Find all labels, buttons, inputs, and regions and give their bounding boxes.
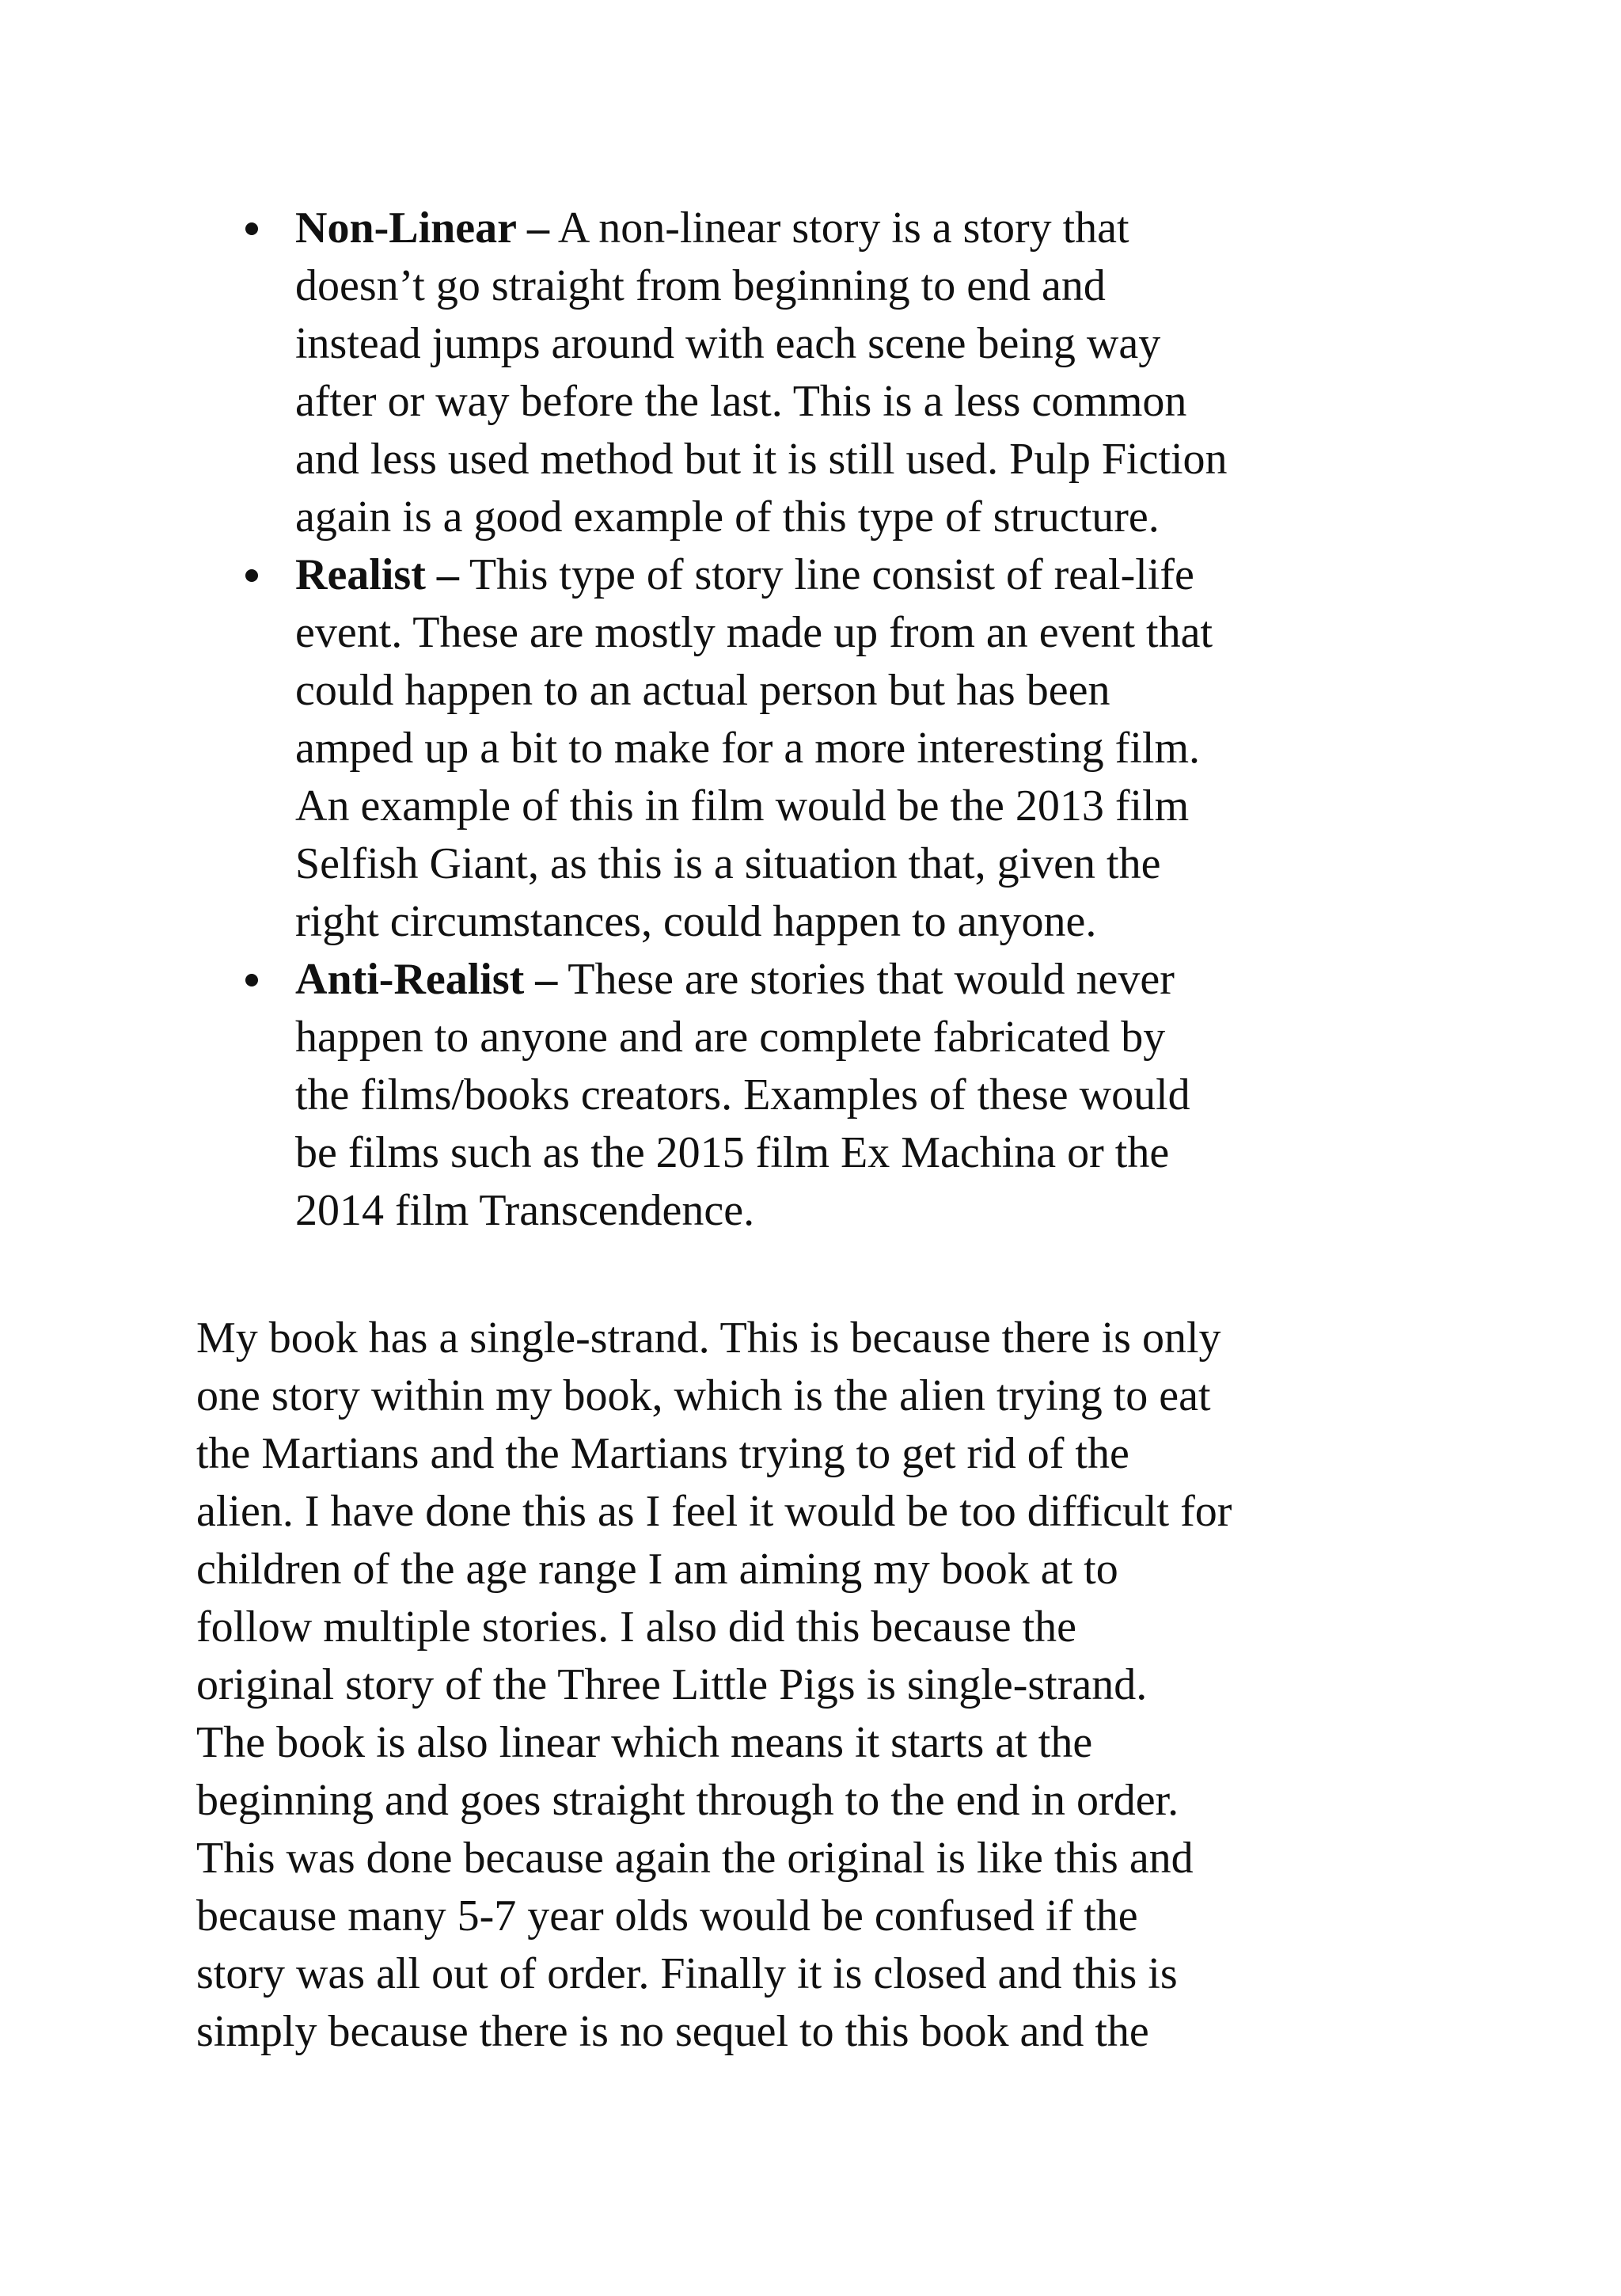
definition-text: These are stories that would never [557, 955, 1175, 1004]
list-item-line: again is a good example of this type of structure. [295, 492, 1160, 542]
list-item-line [295, 951, 1409, 1009]
list-item-realist [237, 546, 1409, 951]
paragraph-line: because many 5-7 year olds would be confused if the [196, 1891, 1138, 1941]
paragraph-line: alien. I have done this as I feel it would be too difficult for [196, 1487, 1232, 1536]
paragraph-line: children of the age range I am aiming my book at to [196, 1545, 1118, 1594]
list-item-line: happen to anyone and are complete fabricated by [295, 1013, 1166, 1062]
list-item-line [295, 200, 1409, 257]
list-item-line: could happen to an actual person but has been [295, 666, 1110, 715]
bullet-icon [245, 222, 258, 235]
bullet-icon [245, 569, 258, 582]
list-item-line: doesn’t go straight from beginning to end and [295, 261, 1106, 310]
bullet-icon [245, 974, 258, 986]
list-item-line: instead jumps around with each scene being way [295, 319, 1161, 368]
list-item-line: An example of this in film would be the 2013 film [295, 781, 1190, 831]
paragraph-line: This was done because again the original is like this and [196, 1834, 1194, 1883]
list-item-line: right circumstances, could happen to anyone. [295, 897, 1097, 946]
paragraph-line: original story of the Three Little Pigs is single-strand. [196, 1660, 1148, 1709]
term-non-linear: Non-Linear – [295, 203, 549, 253]
paragraph-line: story was all out of order. Finally it is closed and this is [196, 1949, 1178, 1998]
list-item-line: after or way before the last. This is a less common [295, 377, 1187, 426]
list-item-line: be films such as the 2015 film Ex Machina or the [295, 1128, 1170, 1177]
paragraph-line: My book has a single-strand. This is because there is only [196, 1313, 1221, 1363]
term-realist: Realist – [295, 550, 459, 599]
list-item-line: Selfish Giant, as this is a situation that, given the [295, 839, 1161, 888]
term-anti-realist: Anti-Realist – [295, 955, 558, 1004]
structure-types-list [237, 200, 1409, 1240]
definition-text: This type of story line consist of real-life [458, 550, 1194, 599]
list-item-line: 2014 film Transcendence. [295, 1186, 755, 1235]
list-item-line [295, 546, 1409, 604]
list-item-anti-realist [237, 951, 1409, 1240]
paragraph-line: beginning and goes straight through to the end in order. [196, 1776, 1179, 1825]
paragraph-line: simply because there is no sequel to this book and the [196, 2007, 1149, 2056]
definition-text: A non-linear story is a story that [549, 203, 1129, 253]
list-item-line: the films/books creators. Examples of these would [295, 1070, 1190, 1119]
paragraph-line: the Martians and the Martians trying to get rid of the [196, 1429, 1129, 1478]
body-paragraph [196, 1310, 1431, 2061]
paragraph-line: one story within my book, which is the alien trying to eat [196, 1371, 1211, 1420]
list-item-non-linear [237, 200, 1409, 546]
list-item-line: and less used method but it is still used. Pulp Fiction [295, 435, 1228, 484]
paragraph-line: follow multiple stories. I also did this because the [196, 1602, 1077, 1652]
paragraph-line: The book is also linear which means it starts at the [196, 1718, 1093, 1767]
list-item-line: amped up a bit to make for a more interesting film. [295, 724, 1200, 773]
list-item-line: event. These are mostly made up from an event that [295, 608, 1213, 657]
